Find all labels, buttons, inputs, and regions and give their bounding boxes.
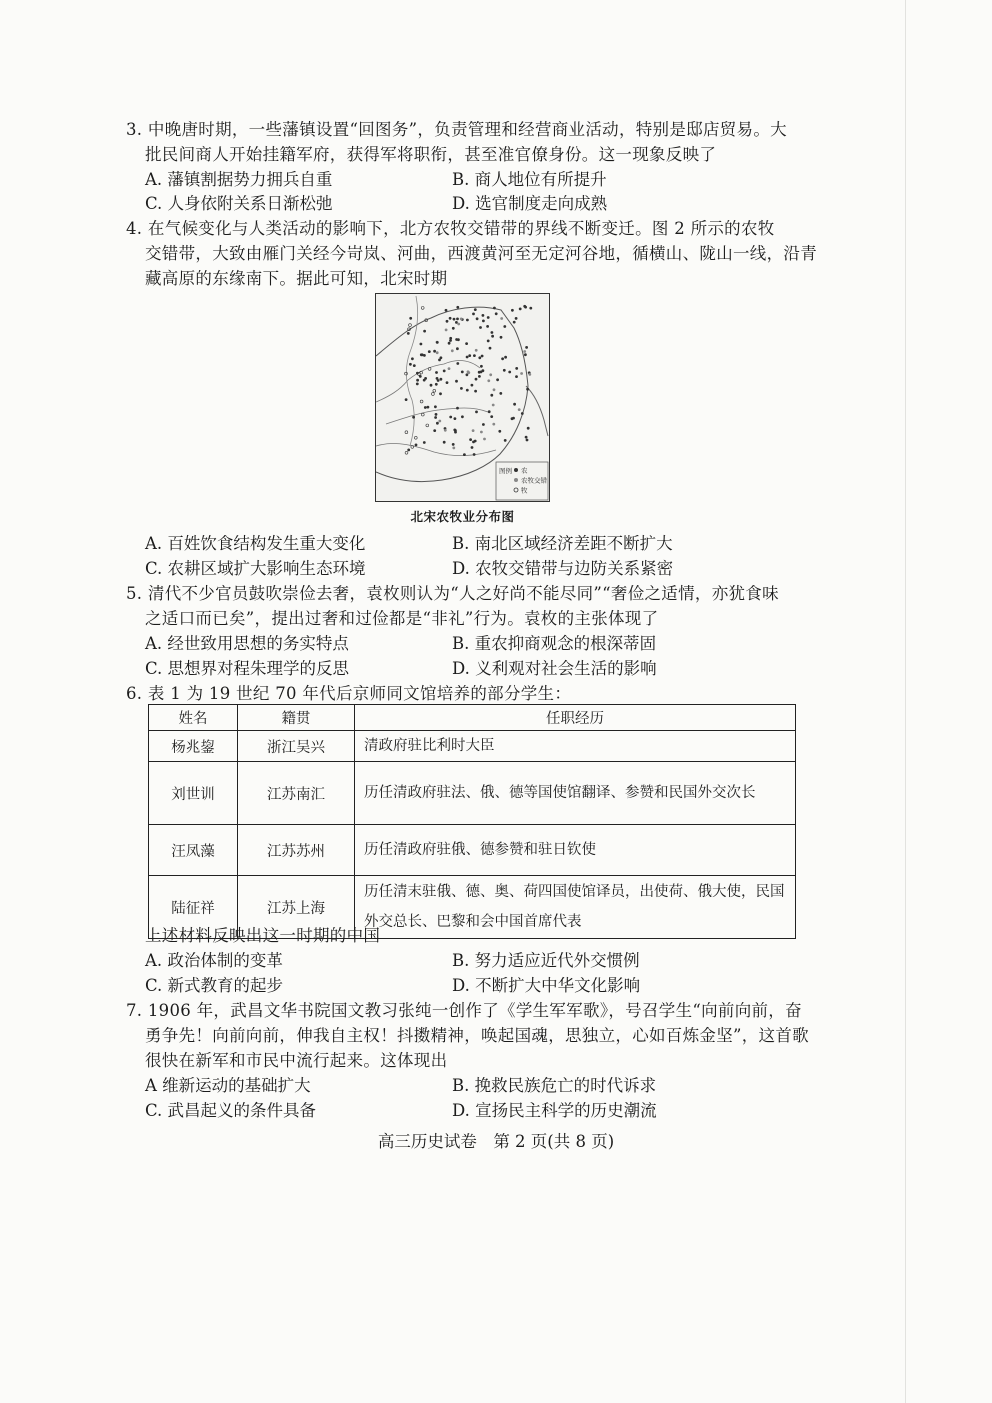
map-dot xyxy=(457,323,460,326)
table-header-career: 任职经历 xyxy=(355,705,796,731)
map-dot xyxy=(469,438,472,441)
table-cell-name: 刘世训 xyxy=(149,762,238,825)
map-dot xyxy=(457,338,460,341)
map-dot xyxy=(456,407,459,410)
table-cell-career: 历任清政府驻俄、德参赞和驻日钦使 xyxy=(355,825,796,876)
map-dot xyxy=(445,309,448,312)
map-dot xyxy=(491,335,494,338)
map-dot xyxy=(419,375,422,378)
map-dot xyxy=(433,429,436,432)
table-cell-career: 清政府驻比利时大臣 xyxy=(355,731,796,762)
table-cell-name: 陆征祥 xyxy=(149,876,238,939)
map-caption: 北宋农牧业分布图 xyxy=(410,509,515,524)
legend-dot-mixed xyxy=(514,478,518,482)
map-dot xyxy=(503,325,506,328)
map-dot xyxy=(476,317,479,320)
map-dot xyxy=(423,330,426,333)
map-dot xyxy=(452,327,455,330)
map-dot xyxy=(489,347,492,350)
map-dot xyxy=(440,356,443,359)
map-dot xyxy=(466,319,469,322)
map-dot xyxy=(456,347,459,350)
map-dot xyxy=(515,317,518,320)
map-dot xyxy=(433,350,436,353)
q4-option-d[interactable]: D. 农牧交错带与边防关系紧密 xyxy=(452,559,674,578)
map-dot xyxy=(430,384,433,387)
table-cell-origin: 江苏苏州 xyxy=(238,825,355,876)
map-dot xyxy=(525,436,528,439)
map-dot xyxy=(434,416,437,419)
q7-option-c[interactable]: C. 武昌起义的条件具备 xyxy=(145,1101,317,1120)
map-dot xyxy=(448,367,451,370)
map-dot xyxy=(515,375,518,378)
map-dot xyxy=(501,357,504,360)
map-dot xyxy=(420,343,423,346)
map-dot xyxy=(449,317,452,320)
table-row xyxy=(149,762,796,825)
q7-stem-line-1: 7. 1906 年，武昌文华书院国文教习张纯一创作了《学生军军歌》，号召学生“向前向前，奋 xyxy=(126,1001,802,1020)
map-dot xyxy=(423,441,426,444)
table-header-name: 姓名 xyxy=(149,705,238,731)
q5-stem-line-2: 之适口而已矣”，提出过奢和过俭都是“非礼”行为。袁枚的主张体现了 xyxy=(145,609,659,628)
map-dot xyxy=(456,362,459,365)
map-dot xyxy=(444,429,447,432)
map-dot xyxy=(432,393,435,396)
map-dot xyxy=(460,387,463,390)
map-dot xyxy=(490,415,493,418)
map-dot xyxy=(475,411,478,414)
q5-option-d[interactable]: D. 义利观对社会生活的影响 xyxy=(452,659,657,678)
q7-option-d[interactable]: D. 宣扬民主科学的历史潮流 xyxy=(452,1101,657,1120)
q7-option-a[interactable]: A 维新运动的基础扩大 xyxy=(145,1076,311,1095)
map-dot xyxy=(472,313,475,316)
q4-stem-line-1: 4. 在气候变化与人类活动的影响下，北方农牧交错带的界线不断变迁。图 2 所示的农牧 xyxy=(126,219,775,238)
map-dot xyxy=(483,438,486,441)
map-dot xyxy=(473,453,476,456)
map-dot xyxy=(472,429,475,432)
northern-song-map xyxy=(375,293,550,502)
map-dot xyxy=(433,389,436,392)
map-dot xyxy=(427,406,430,409)
map-dot xyxy=(508,371,511,374)
map-legend xyxy=(496,462,548,500)
map-dot xyxy=(528,373,531,376)
map-graphic xyxy=(376,294,549,501)
map-dot xyxy=(520,372,523,375)
map-dot xyxy=(443,441,446,444)
map-dot xyxy=(409,324,412,327)
map-dot xyxy=(466,373,469,376)
map-dot xyxy=(455,380,458,383)
map-dot xyxy=(413,364,416,367)
map-dot xyxy=(426,424,429,427)
map-dot xyxy=(414,436,417,439)
q4-option-b[interactable]: B. 南北区域经济差距不断扩大 xyxy=(452,534,673,553)
map-dot xyxy=(475,349,478,352)
q6-option-d[interactable]: D. 不断扩大中华文化影响 xyxy=(452,976,641,995)
students-table xyxy=(148,704,796,939)
map-dot xyxy=(478,356,481,359)
map-settlement-dots xyxy=(405,305,533,456)
map-dot xyxy=(503,369,506,372)
map-dot xyxy=(466,356,469,359)
q5-option-a[interactable]: A. 经世致用思想的务实特点 xyxy=(145,634,349,653)
map-dot xyxy=(523,305,526,308)
q5-option-c[interactable]: C. 思想界对程朱理学的反思 xyxy=(145,659,350,678)
map-dot xyxy=(416,372,419,375)
map-dot xyxy=(486,325,489,328)
map-dot xyxy=(453,318,456,321)
map-dot xyxy=(405,431,408,434)
map-dot xyxy=(454,417,457,420)
map-dot xyxy=(440,378,443,381)
map-dot xyxy=(424,406,427,409)
map-dot xyxy=(513,403,516,406)
map-dot xyxy=(436,351,439,354)
q7-stem-line-2: 勇争先！向前向前，伸我自主权！抖擞精神，唤起国魂，思独立，心如百炼金坚”，这首歌 xyxy=(145,1026,809,1045)
q7-stem-line-3: 很快在新军和市民中流行起来。这体现出 xyxy=(145,1051,448,1070)
map-dot xyxy=(407,449,410,452)
map-dot xyxy=(473,354,476,357)
map-dot xyxy=(493,388,496,391)
map-dot xyxy=(511,309,514,312)
map-dot xyxy=(436,377,439,380)
map-dot xyxy=(407,332,410,335)
map-dot xyxy=(416,379,419,382)
map-dot xyxy=(456,306,459,309)
map-dot xyxy=(495,312,498,315)
map-dot xyxy=(499,392,502,395)
map-dot xyxy=(498,430,501,433)
map-dot xyxy=(515,367,518,370)
map-dot xyxy=(482,314,485,317)
table-cell-career: 历任清末驻俄、德、奥、荷四国使馆译员，出使荷、俄大使，民国外交总长、巴黎和会中国首席代表 xyxy=(355,876,796,939)
map-dot xyxy=(421,307,424,310)
map-dot xyxy=(446,320,449,323)
map-dot xyxy=(455,321,458,324)
map-dot xyxy=(527,427,530,430)
map-dot xyxy=(500,336,503,339)
map-dot xyxy=(405,451,408,454)
map-dot xyxy=(471,446,474,449)
map-dot xyxy=(521,412,524,415)
map-dot xyxy=(471,384,474,387)
map-dot xyxy=(482,320,485,323)
map-dot xyxy=(435,371,438,374)
q6-follow-up: 上述材料反映出这一时期的中国 xyxy=(145,926,381,945)
map-dot xyxy=(436,422,439,425)
map-dot xyxy=(421,353,424,356)
map-dot xyxy=(518,408,521,411)
map-dot xyxy=(421,413,424,416)
map-dot xyxy=(412,416,415,419)
table-cell-origin: 江苏南汇 xyxy=(238,762,355,825)
map-dot xyxy=(492,404,495,407)
q5-stem-line-1: 5. 清代不少官员鼓吹崇俭去奢，袁枚则认为“人之好尚不能尽同”“奢俭之适情，亦犹食味 xyxy=(126,584,779,603)
table-cell-origin: 江苏上海 xyxy=(238,876,355,939)
map-dot xyxy=(468,354,471,357)
table-row xyxy=(149,825,796,876)
map-dot xyxy=(504,356,507,359)
map-dot xyxy=(493,307,496,310)
page-fold-line xyxy=(905,0,906,1403)
map-dot xyxy=(526,388,529,391)
map-dot xyxy=(474,308,477,311)
map-dot xyxy=(525,346,528,349)
map-dot xyxy=(420,400,423,403)
map-dot xyxy=(461,371,464,374)
map-dot xyxy=(452,443,455,446)
map-dot xyxy=(445,329,448,332)
table-row xyxy=(149,731,796,762)
q3-stem-line-1: 3. 中晚唐时期，一些藩镇设置“回图务”，负责管理和经营商业活动，特别是邸店贸易。大 xyxy=(126,120,787,139)
map-dot xyxy=(415,444,418,447)
map-dot xyxy=(449,416,452,419)
table-header-row xyxy=(149,705,796,731)
map-dot xyxy=(438,420,441,423)
map-dot xyxy=(482,369,485,372)
map-dot xyxy=(487,379,490,382)
q7-option-b[interactable]: B. 挽救民族危亡的时代诉求 xyxy=(452,1076,657,1095)
map-dot xyxy=(490,394,493,397)
q3-option-b[interactable]: B. 商人地位有所提升 xyxy=(452,170,607,189)
map-dot xyxy=(411,357,414,360)
map-dot xyxy=(519,308,522,311)
q4-option-c[interactable]: C. 农耕区域扩大影响生态环境 xyxy=(145,559,366,578)
table-cell-name: 杨兆鋆 xyxy=(149,731,238,762)
map-dot xyxy=(439,392,442,395)
map-dot xyxy=(451,349,454,352)
legend-label-pastoral: 牧 xyxy=(521,486,528,495)
table-header-origin: 籍贯 xyxy=(238,705,355,731)
legend-label-mixed: 农牧交错 xyxy=(521,476,547,485)
map-dot xyxy=(487,340,490,343)
map-dot xyxy=(492,423,495,426)
map-dot xyxy=(513,321,516,324)
map-dot xyxy=(446,381,449,384)
map-dot xyxy=(448,342,451,345)
map-dot xyxy=(466,389,469,392)
map-dot xyxy=(424,377,427,380)
legend-label-farming: 农 xyxy=(521,466,528,475)
map-dot xyxy=(474,390,477,393)
map-dot xyxy=(409,363,412,366)
map-dot xyxy=(478,375,481,378)
map-dot xyxy=(480,431,483,434)
table-cell-origin: 浙江吴兴 xyxy=(238,731,355,762)
map-dot xyxy=(435,413,438,416)
map-dot xyxy=(496,378,499,381)
map-dot xyxy=(480,365,483,368)
map-dot xyxy=(487,316,490,319)
map-dot xyxy=(489,373,492,376)
q6-option-b[interactable]: B. 努力适应近代外交惯例 xyxy=(452,951,640,970)
map-dot xyxy=(511,417,514,420)
map-dot xyxy=(475,378,478,381)
map-dot xyxy=(454,431,457,434)
q3-stem-line-2: 批民间商人开始挂籍军府，获得军将职衔，甚至准官僚身份。这一现象反映了 xyxy=(145,145,717,164)
table-cell-career: 历任清政府驻法、俄、德等国使馆翻译、参赞和民国外交次长 xyxy=(355,762,796,825)
q3-option-d[interactable]: D. 选官制度走向成熟 xyxy=(452,194,608,213)
q4-stem-line-2: 交错带，大致由雁门关经今岢岚、河曲，西渡黄河至无定河谷地，循横山、陇山一线，沿青 xyxy=(145,244,817,263)
map-dot xyxy=(428,350,431,353)
map-dot xyxy=(435,383,438,386)
map-dot xyxy=(529,307,532,310)
map-dot xyxy=(452,447,455,450)
map-dot xyxy=(474,440,477,443)
map-dot xyxy=(491,331,494,334)
map-dot xyxy=(416,383,419,386)
map-dot xyxy=(461,415,464,418)
map-dot xyxy=(482,423,485,426)
q6-option-a[interactable]: A. 政治体制的变革 xyxy=(145,951,283,970)
q4-stem-line-3: 藏高原的东缘南下。据此可知，北宋时期 xyxy=(145,269,448,288)
map-dot xyxy=(449,339,452,342)
map-dot xyxy=(500,317,503,320)
map-dot xyxy=(460,318,463,321)
map-dot xyxy=(409,317,412,320)
q4-option-a[interactable]: A. 百姓饮食结构发生重大变化 xyxy=(145,534,366,553)
map-dot xyxy=(434,405,437,408)
map-dot xyxy=(456,318,459,321)
map-dot xyxy=(523,350,526,353)
map-dot xyxy=(465,342,468,345)
map-dot xyxy=(436,341,439,344)
map-dot xyxy=(524,353,527,356)
legend-dot-farming xyxy=(514,468,518,472)
map-dot xyxy=(463,453,466,456)
map-dot xyxy=(443,370,446,373)
map-dot xyxy=(479,326,482,329)
map-dot xyxy=(526,439,529,442)
q3-option-a[interactable]: A. 藩镇割据势力拥兵自重 xyxy=(145,170,333,189)
legend-title: 图例 xyxy=(499,467,512,475)
map-dot xyxy=(467,371,470,374)
q5-option-b[interactable]: B. 重农抑商观念的根深蒂固 xyxy=(452,634,657,653)
map-dot xyxy=(488,410,491,413)
map-dot xyxy=(405,398,408,401)
q3-option-c[interactable]: C. 人身依附关系日渐松弛 xyxy=(145,194,333,213)
q6-stem: 6. 表 1 为 19 世纪 70 年代后京师同文馆培养的部分学生： xyxy=(126,684,572,703)
table-cell-name: 汪凤藻 xyxy=(149,825,238,876)
page-footer: 高三历史试卷 第 2 页(共 8 页) xyxy=(377,1132,615,1151)
q6-option-c[interactable]: C. 新式教育的起步 xyxy=(145,976,284,995)
map-dot xyxy=(481,355,484,358)
map-dot xyxy=(504,439,507,442)
